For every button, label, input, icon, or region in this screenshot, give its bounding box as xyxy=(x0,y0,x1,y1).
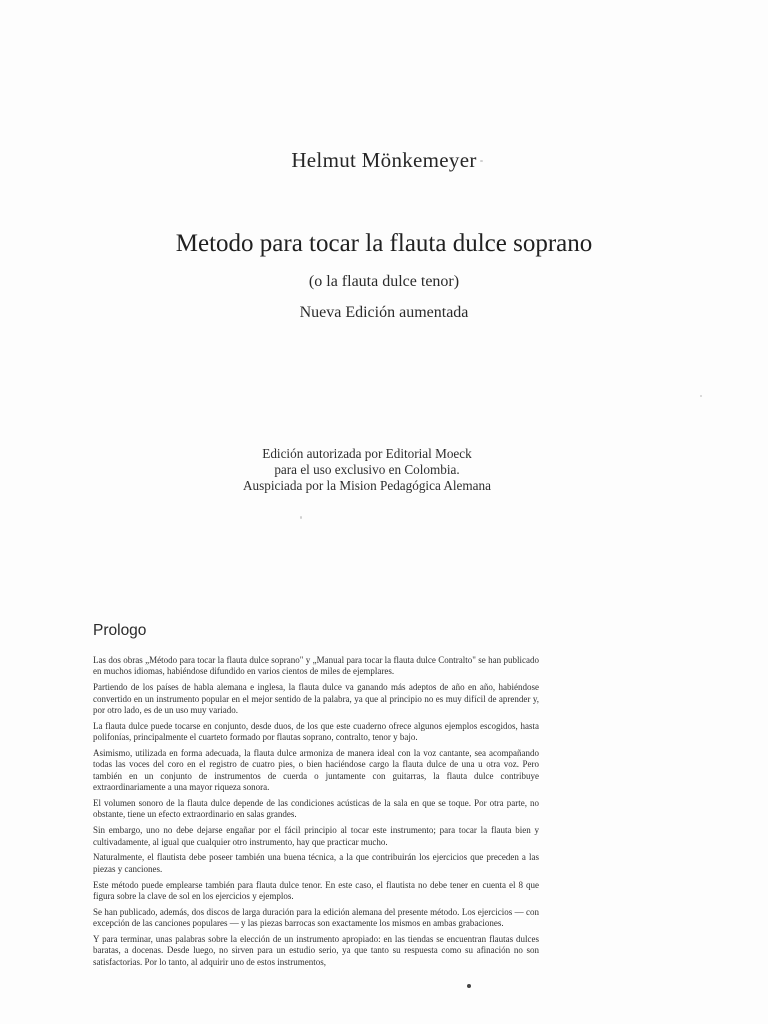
prologo-paragraph: Asimismo, utilizada en forma adecuada, la flauta dulce armoniza de manera ideal con la voz cantante, sea acompañando todas las voces del coro en el registro de cuatro pies, o bien haciéndose cargo la flauta dulce de una u otra voz. Pero también en un conjunto de instrumentos de cuerda o juntamente con guitarras, la flauta dulce contribuye extraordinariamente a una mayor riqueza sonora. xyxy=(93,748,539,793)
authorization-line: Edición autorizada por Editorial Moeck xyxy=(262,446,472,461)
authorization-line: Auspiciada por la Mision Pedagógica Alemana xyxy=(243,478,491,493)
prologo-paragraph: Las dos obras „Método para tocar la flauta dulce soprano" y „Manual para tocar la flauta dulce Contralto" se han publicado en muchos idiomas, habiéndose difundido en varios cientos de miles de ejemplares. xyxy=(93,655,539,677)
prologo-heading: Prologo xyxy=(93,622,147,639)
prologo-paragraph: Partiendo de los países de habla alemana e inglesa, la flauta dulce va ganando más adeptos de año en año, habiéndose convertido en un instrumento popular en el mejor sentido de la palabra, ya que al principio no es muy difícil de aprender y, por otro lado, es de un uso muy variado. xyxy=(93,682,539,716)
prologo-paragraph: El volumen sonoro de la flauta dulce depende de las condiciones acústicas de la sala en que se toque. Por otra parte, no obstante, tiene un efecto extraordinario en salas grandes. xyxy=(93,798,539,820)
scan-speck xyxy=(467,984,471,988)
book-subtitle: (o la flauta dulce tenor) xyxy=(308,273,460,290)
prologo-body xyxy=(93,655,539,973)
prologo-paragraph: La flauta dulce puede tocarse en conjunto, desde duos, de los que este cuaderno ofrece algunos ejemplos escogidos, hasta polifonías, principalmente el cuarteto formado por flautas soprano, contralto, tenor y bajo. xyxy=(93,720,539,743)
author-name: Helmut Mönkemeyer xyxy=(291,148,477,172)
prologo-paragraph: Naturalmente, el flautista debe poseer también una buena técnica, a la que contribuirán los ejercicios que preceden a las piezas y canciones. xyxy=(93,852,539,874)
scan-speck xyxy=(700,395,702,397)
authorization-block xyxy=(0,446,734,494)
prologo-paragraph: Y para terminar, unas palabras sobre la elección de un instrumento apropiado: en las tiendas se encuentran flautas dulces baratas, a docenas. Desde luego, no sirven para un estudio serio, ya que tanto su respuesta como su afinación no son satisfactorias. Por lo tanto, al adquirir uno de estos instrumentos, xyxy=(93,934,539,967)
prologo-paragraph: Este método puede emplearse también para flauta dulce tenor. En este caso, el flautista no debe tener en cuenta el 8 que figura sobre la clave de sol en los ejercicios y ejemplos. xyxy=(93,879,539,902)
book-title: Metodo para tocar la flauta dulce soprano xyxy=(175,230,593,257)
prologo-paragraph: Se han publicado, además, dos discos de larga duración para la edición alemana del presente método. Los ejercicios — con excepción de las canciones populares — y las piezas barrocas son exactamente los mismos en ambas grabaciones. xyxy=(93,906,539,929)
scan-speck xyxy=(480,160,483,162)
prologo-paragraph: Sin embargo, uno no debe dejarse engañar por el fácil principio al tocar este instrumento; para tocar la flauta bien y cultivadamente, al igual que cualquier otro instrumento, hay que practicar mucho. xyxy=(93,825,539,847)
edition-note: Nueva Edición aumentada xyxy=(299,304,469,321)
authorization-line: para el uso exclusivo en Colombia. xyxy=(274,462,460,477)
scan-speck xyxy=(300,516,302,519)
